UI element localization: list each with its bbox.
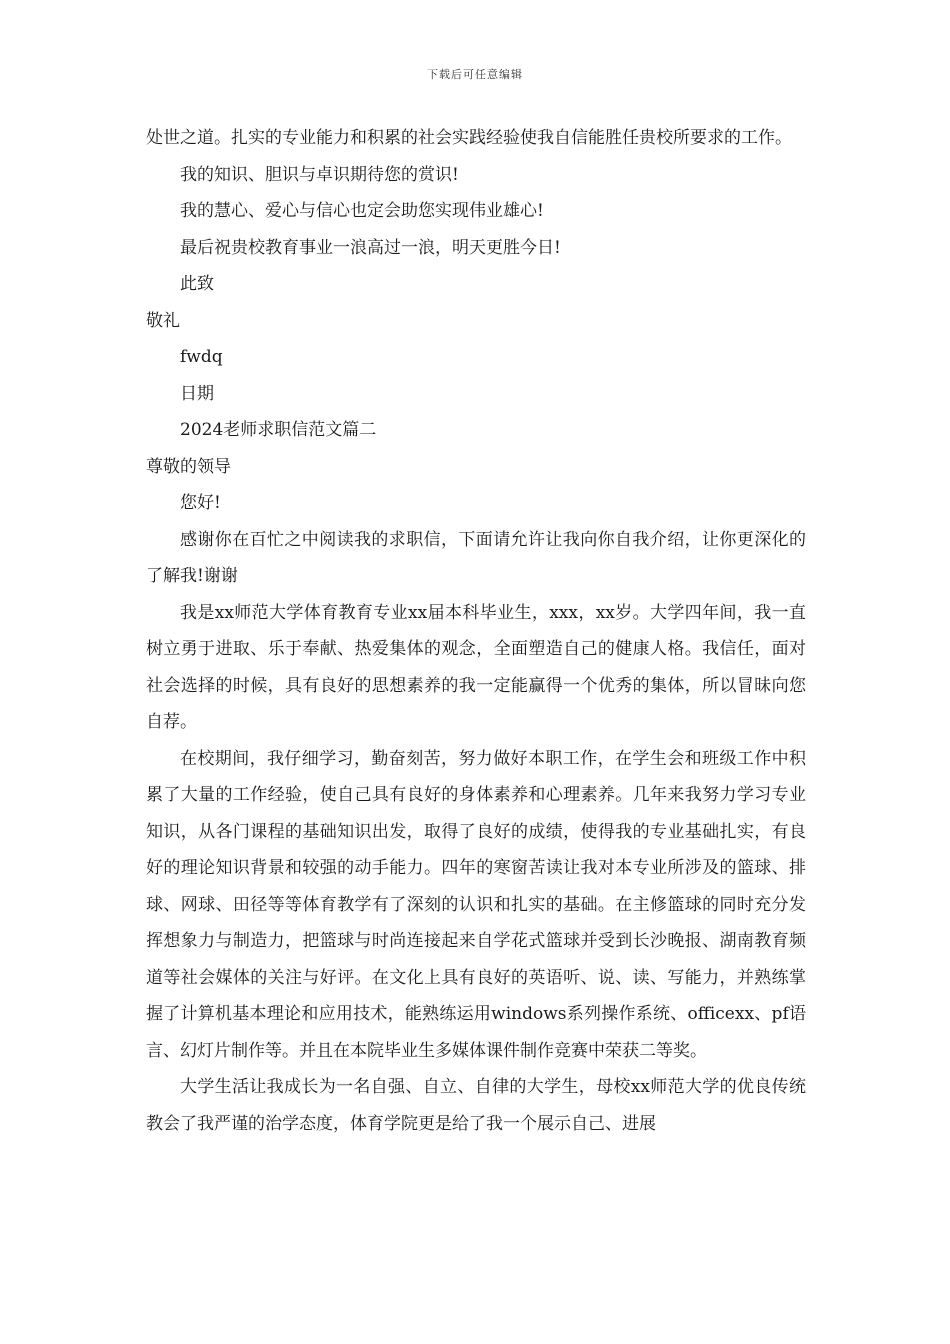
paragraph: 处世之道。扎实的专业能力和积累的社会实践经验使我自信能胜任贵校所要求的工作。 xyxy=(146,128,792,148)
paragraph: 在校期间，我仔细学习，勤奋刻苦，努力做好本职工作，在学生会和班级工作中积累了大量的工作经验，使自己具有良好的身体素养和心理素养。几年来我努力学习专业知识，从各门课程的基础知识出发，取得了良好的成绩，使得我的专业基础扎实，有良好的理论知识背景和较强的动手能力。四年的寒窗苦读让我对本专业所涉及的篮球、排球、网球、田径等等体育教学有了深刻的认识和扎实的基础。在主修篮球的同时充分发挥想象力与制造力，把篮球与时尚连接起来自学花式篮球并受到长沙晚报、湖南教育频道等社会媒体的关注与好评。在文化上具有良好的英语听、说、读、写能力，并熟练掌握了计算机基本理论和应用技术，能熟练运用windows系列操作系统、officexx、pf语言、幻灯片制作等。并且在本院毕业生多媒体课件制作竞赛中荣获二等奖。 xyxy=(146,748,806,1061)
paragraph: 我的知识、胆识与卓识期待您的赏识! xyxy=(180,164,459,185)
greeting: 您好! xyxy=(180,493,221,513)
paragraph: 最后祝贵校教育事业一浪高过一浪，明天更胜今日! xyxy=(180,237,561,258)
paragraph: 我是xx师范大学体育教育专业xx届本科毕业生，xxx，xx岁。大学四年间，我一直树立勇于进取、乐于奉献、热爱集体的观念，全面塑造自己的健康人格。我信任，面对社会选择的时候，具有良好的思想素养的我一定能赢得一个优秀的集体，所以冒昧向您自荐。 xyxy=(146,602,806,732)
page-header: 下载后可任意编辑 xyxy=(427,68,523,81)
signature-name: fwdq xyxy=(180,347,223,367)
greeting-recipient: 尊敬的领导 xyxy=(146,456,231,477)
paragraph: 我的慧心、爱心与信心也定会助您实现伟业雄心! xyxy=(180,201,544,221)
closing-regards: 敬礼 xyxy=(146,310,180,331)
document-body xyxy=(146,120,806,1142)
paragraph: 感谢你在百忙之中阅读我的求职信，下面请允许让我向你自我介绍，让你更深化的了解我!谢谢 xyxy=(146,529,806,586)
paragraph: 大学生活让我成长为一名自强、自立、自律的大学生，母校xx师范大学的优良传统教会了我严谨的治学态度，体育学院更是给了我一个展示自己、进展 xyxy=(146,1077,806,1134)
section-title: 2024老师求职信范文篇二 xyxy=(180,420,377,440)
signature-date: 日期 xyxy=(180,383,214,404)
closing-salutation: 此致 xyxy=(180,274,214,294)
